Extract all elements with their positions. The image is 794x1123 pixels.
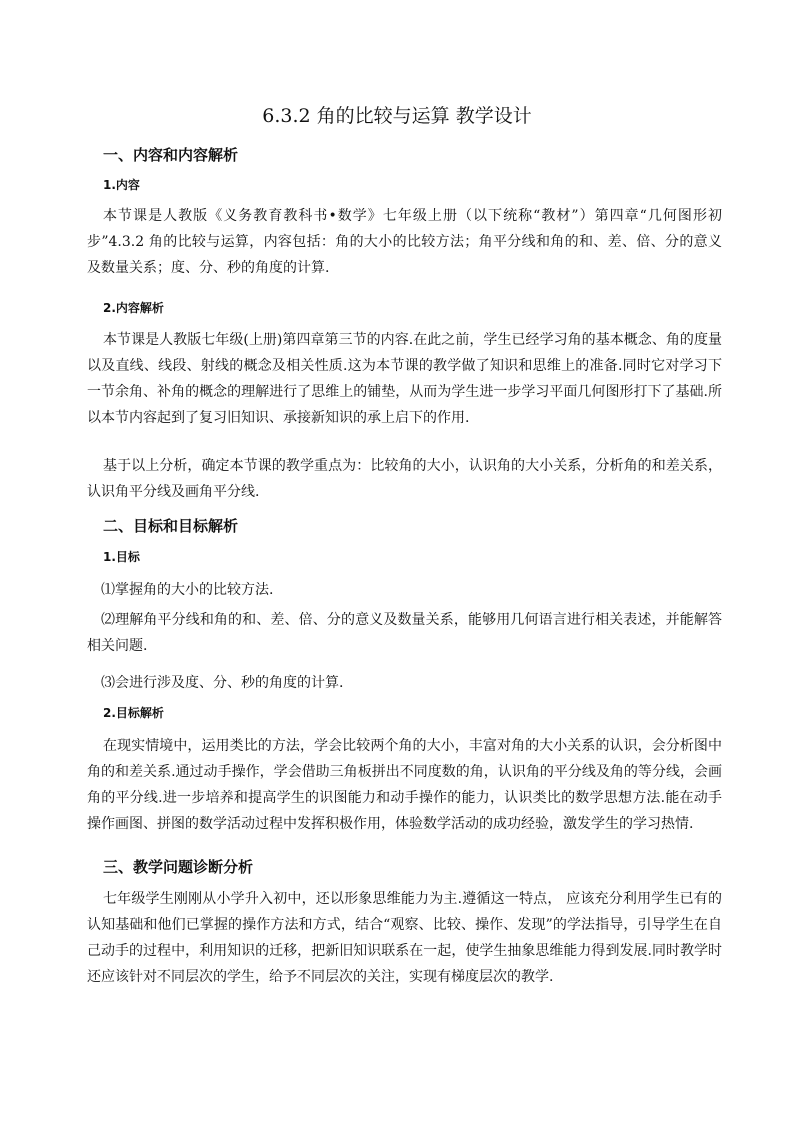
content-paragraph: 本节课是人教版《义务教育教科书•数学》七年级上册（以下统称“教材”）第四章“几何图形初步”4.3.2 角的比较与运算，内容包括：角的大小的比较方法；角平分线和角的和、差、倍、分的意义及数量关系；度、分、秒的角度的计算. bbox=[87, 208, 722, 276]
goal-item: ⑶会进行涉及度、分、秒的角度的计算. bbox=[101, 675, 344, 691]
section-heading-content: 一、内容和内容解析 bbox=[103, 146, 239, 164]
section-heading-goals: 二、目标和目标解析 bbox=[103, 517, 239, 535]
goal-item: ⑴掌握角的大小的比较方法. bbox=[101, 582, 274, 598]
subsection-heading-goal-analysis: 2.目标解析 bbox=[103, 706, 164, 720]
teaching-focus-paragraph: 基于以上分析，确定本节课的教学重点为：比较角的大小，认识角的大小关系，分析角的和差关系，认识角平分线及画角平分线. bbox=[87, 458, 722, 500]
diagnosis-paragraph: 七年级学生刚刚从小学升入初中，还以形象思维能力为主.遵循这一特点， 应该充分利用学生已有的认知基础和他们已掌握的操作方法和方式，结合“观察、比较、操作、发现”的学法指导，引导学生在自己动手的过程中，利用知识的迁移，把新旧知识联系在一起，使学生抽象思维能力得到发展.同时教学时还应该针对不同层次的学生，给予不同层次的关注，实现有梯度层次的教学. bbox=[87, 891, 722, 985]
goal-item: ⑵理解角平分线和角的和、差、倍、分的意义及数量关系，能够用几何语言进行相关表述，并能解答相关问题. bbox=[87, 612, 722, 654]
document-title: 6.3.2 角的比较与运算 教学设计 bbox=[262, 105, 532, 127]
content-analysis-paragraph: 本节课是人教版七年级(上册)第四章第三节的内容.在此之前，学生已经学习角的基本概念、角的度量以及直线、线段、射线的概念及相关性质.这为本节课的教学做了知识和思维上的准备.同时它对学习下一节余角、补角的概念的理解进行了思维上的铺垫，从而为学生进一步学习平面几何图形打下了基础.所以本节内容起到了复习旧知识、承接新知识的承上启下的作用. bbox=[87, 332, 722, 426]
subsection-heading-goals: 1.目标 bbox=[103, 550, 140, 564]
subsection-heading-content-analysis: 2.内容解析 bbox=[103, 301, 164, 315]
section-heading-diagnosis: 三、教学问题诊断分析 bbox=[103, 858, 254, 876]
subsection-heading-content: 1.内容 bbox=[103, 178, 140, 192]
goal-analysis-paragraph: 在现实情境中，运用类比的方法，学会比较两个角的大小，丰富对角的大小关系的认识，会分析图中角的和差关系.通过动手操作，学会借助三角板拼出不同度数的角，认识角的平分线及角的等分线，会画角的平分线.进一步培养和提高学生的识图能力和动手操作的能力，认识类比的数学思想方法.能在动手操作画图、拼图的数学活动过程中发挥积极作用，体验数学活动的成功经验，激发学生的学习热情. bbox=[87, 738, 722, 832]
